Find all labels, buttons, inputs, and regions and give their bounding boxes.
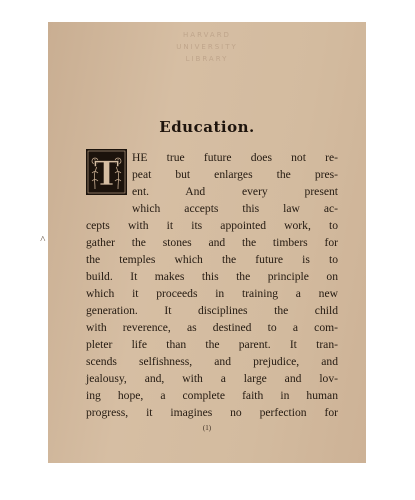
dropcap-letter: T [93,154,120,194]
body-line-6: gather the stones and the timbers for [86,236,338,249]
body-line-12: pleter life than the parent. It tran- [86,338,338,351]
body-line-10: generation. It disciplines the child [86,304,338,317]
body-line-4: which accepts this law ac- [132,202,338,215]
book-page [40,22,366,463]
library-stamp-line-3: LIBRARY [185,55,229,63]
ornamental-dropcap [86,149,127,195]
body-line-2: peat but enlarges the pres- [132,168,338,181]
library-stamp-line-2: UNIVERSITY [176,43,238,51]
body-line-8: build. It makes this the principle on [86,270,338,283]
body-line-7: the temples which the future is to [86,253,338,266]
body-line-13: scends selfishness, and prejudice, and [86,355,338,368]
body-line-5: cepts with it its appointed work, to [86,219,338,232]
body-line-15: ing hope, a complete faith in human [86,389,338,402]
body-line-1: HE true future does not re- [132,151,338,164]
body-line-16: progress, it imagines no perfection for [86,406,338,419]
library-stamp-line-1: HARVARD [183,31,231,39]
body-line-3: ent. And every present [132,185,338,198]
body-line-14: jealousy, and, with a large and lov- [86,372,338,385]
page-number: (1) [202,424,212,432]
body-line-9: which it proceeds in training a new [86,287,338,300]
margin-mark: ˄ [40,234,46,245]
body-line-11: with reverence, as destined to a com- [86,321,338,334]
chapter-title: Education. [159,118,255,136]
